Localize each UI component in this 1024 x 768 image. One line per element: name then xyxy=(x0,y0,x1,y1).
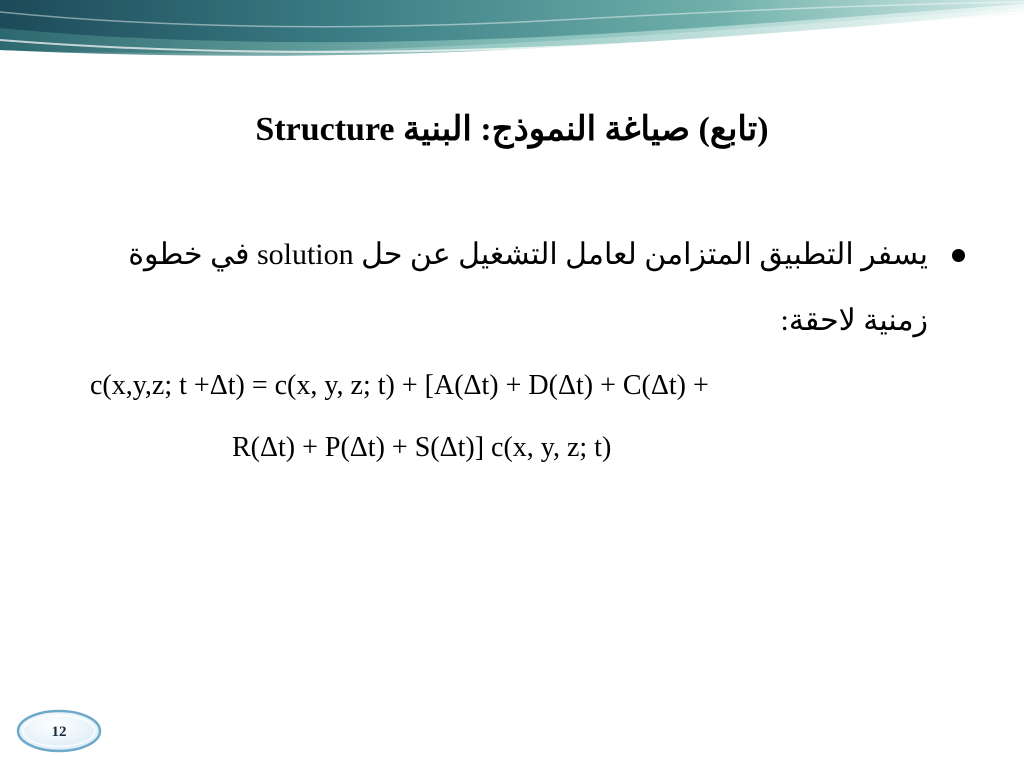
bullet-first-line xyxy=(75,222,965,288)
bullet-paragraph xyxy=(75,222,965,354)
equation-line1: c(x,y,z; t +Δt) = c(x, y, z; t) + [A(Δt) + D(Δt) + C(Δt) + xyxy=(90,370,709,401)
bullet-text-line2: زمنية لاحقة: xyxy=(780,304,928,337)
page-number: 12 xyxy=(51,724,67,740)
bullet-text-line1: يسفر التطبيق المتزامن لعامل التشغيل عن حل solution في خطوة xyxy=(128,238,928,271)
equation-line2: R(Δt) + P(Δt) + S(Δt)] c(x, y, z; t) xyxy=(232,432,612,463)
top-wave-banner xyxy=(0,0,1024,62)
bullet-dot-icon xyxy=(952,249,965,262)
slide-title: (تابع) صياغة النموذج: البنية Structure xyxy=(255,111,769,148)
